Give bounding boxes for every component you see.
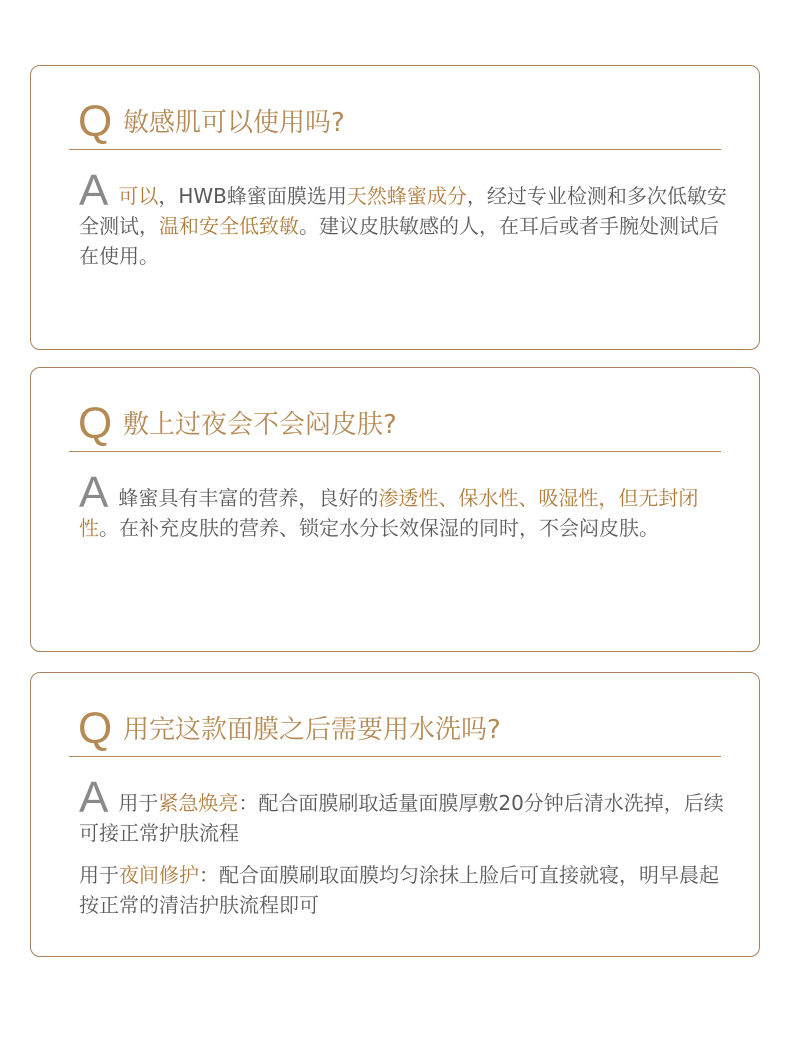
- answer-segment: 。在补充皮肤的营养、锁定水分长效保湿的同时，不会闷皮肤。: [99, 516, 659, 540]
- answer-segment: ，HWB蜂蜜面膜选用: [158, 184, 347, 208]
- q-mark: Q: [78, 399, 113, 448]
- question-row: [78, 705, 721, 755]
- a-mark: A: [79, 166, 109, 215]
- a-mark: A: [79, 468, 109, 517]
- answer-segment: ：配合面膜刷取适量面膜厚敷20分钟后清水洗掉，后续可接正常护肤流程: [79, 791, 724, 845]
- answer-segment: 。建议皮肤敏感的人，在耳后或者手腕处测试后在使用。: [79, 214, 719, 268]
- q-mark: Q: [78, 97, 113, 146]
- answer-segment: 温和安全低致敏: [159, 214, 299, 238]
- answer-segment: 用于: [79, 863, 119, 887]
- divider: [69, 149, 721, 150]
- a-mark: A: [79, 773, 109, 822]
- answer-paragraph-1: [79, 773, 729, 848]
- question-text: 敏感肌可以使用吗?: [123, 108, 345, 138]
- divider: [69, 451, 721, 452]
- q-mark: Q: [78, 704, 113, 753]
- question-text: 用完这款面膜之后需要用水洗吗?: [123, 715, 501, 745]
- answer-segment: ：配合面膜刷取面膜均匀涂抹上脸后可直接就寝，明早晨起按正常的清洁护肤流程即可: [79, 863, 719, 917]
- divider: [69, 756, 721, 757]
- answer-segment: 蜂蜜具有丰富的营养，良好的: [118, 486, 379, 510]
- faq-card-1: [30, 65, 760, 350]
- answer-segment: 天然蜂蜜成分: [346, 184, 467, 208]
- answer-segment: 用于: [118, 791, 159, 815]
- question-row: [78, 400, 721, 450]
- faq-card-2: [30, 367, 760, 652]
- faq-card-3: [30, 672, 760, 957]
- answer-text: [79, 468, 729, 543]
- answer-paragraph-2: [79, 860, 729, 920]
- answer-segment: 渗透性、保水性、吸湿性，但无封闭性: [79, 486, 699, 540]
- answer-segment: ，经过专业检测和多次低敏安全测试，: [79, 184, 727, 238]
- answer-segment: 可以: [118, 184, 159, 208]
- answer-segment: 紧急焕亮: [158, 791, 239, 815]
- question-row: [78, 98, 721, 148]
- answer-segment: 夜间修护: [119, 863, 199, 887]
- answer-text: [79, 773, 729, 920]
- question-text: 敷上过夜会不会闷皮肤?: [123, 410, 397, 440]
- answer-text: [79, 166, 729, 271]
